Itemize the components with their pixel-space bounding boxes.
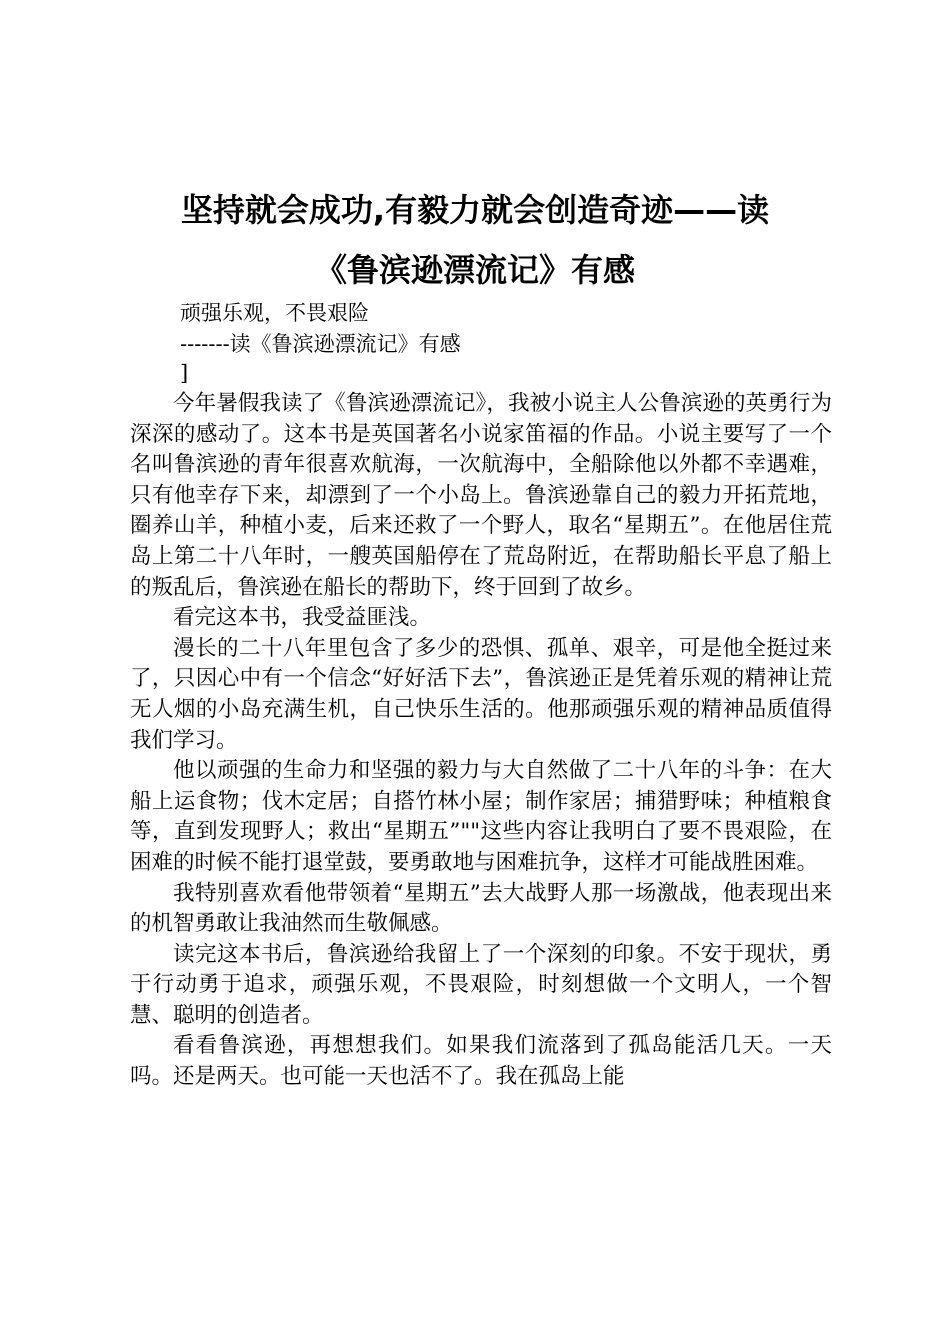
body-text: [130, 389, 832, 1093]
subtitle-line-3: ]: [180, 361, 189, 385]
paragraph: 今年暑假我读了《鲁滨逊漂流记》，我被小说主人公鲁滨逊的英勇行为深深的感动了。这本书是英国著名小说家笛福的作品。小说主要写了一个名叫鲁滨逊的青年很喜欢航海，一次航海中，全船除他以外都不幸遇难，只有他幸存下来，却漂到了一个小岛上。鲁滨逊靠自己的毅力开拓荒地，圈养山羊，种植小麦，后来还救了一个野人，取名“星期五”。在他居住荒岛上第二十八年时，一艘英国船停在了荒岛附近，在帮助船长平息了船上的叛乱后，鲁滨逊在船长的帮助下，终于回到了故乡。: [130, 391, 832, 600]
paragraph: 看完这本书，我受益匪浅。: [173, 605, 432, 631]
paragraph: 他以顽强的生命力和坚强的毅力与大自然做了二十八年的斗争：在大船上运食物；伐木定居；自搭竹林小屋；制作家居；捕猎野味；种植粮食等，直到发现野人；救出“星期五”""这些内容让我明白了要不畏艰险，在困难的时候不能打退堂鼓，要勇敢地与困难抗争，这样才可能战胜困难。: [130, 758, 832, 875]
paragraph: 看看鲁滨逊，再想想我们。如果我们流落到了孤岛能活几天。一天吗。还是两天。也可能一天也活不了。我在孤岛上能: [130, 1033, 832, 1090]
subtitle-line-2: -------读《鲁滨逊漂流记》有感: [180, 332, 461, 356]
paragraph: 漫长的二十八年里包含了多少的恐惧、孤单、艰辛，可是他全挺过来了，只因心中有一个信念“好好活下去”，鲁滨逊正是凭着乐观的精神让荒无人烟的小岛充满生机，自己快乐生活的。他那顽强乐观的精神品质值得我们学习。: [130, 635, 832, 753]
title-line-2: 《鲁滨逊漂流记》有感: [314, 251, 635, 289]
title-line-1: 坚持就会成功,有毅力就会创造奇迹——读: [180, 191, 770, 229]
paragraph: 我特别喜欢看他带领着“星期五”去大战野人那一场激战，他表现出来的机智勇敢让我油然而生敬佩感。: [130, 880, 832, 937]
paragraph: 读完这本书后，鲁滨逊给我留上了一个深刻的印象。不安于现状，勇于行动勇于追求，顽强乐观，不畏艰险，时刻想做一个文明人，一个智慧、聪明的创造者。: [130, 941, 832, 1028]
subtitle-line-1: 顽强乐观，不畏艰险: [180, 301, 369, 325]
